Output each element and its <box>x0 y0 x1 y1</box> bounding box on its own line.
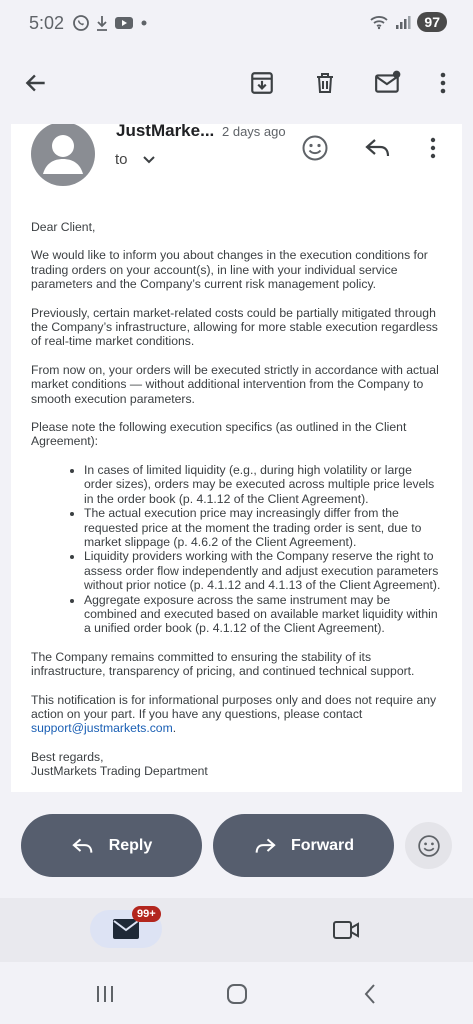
system-navigation <box>0 962 473 1024</box>
reply-icon <box>71 836 95 856</box>
download-icon <box>95 14 109 32</box>
more-vert-icon <box>429 136 437 160</box>
back-button[interactable] <box>18 65 54 101</box>
chevron-left-icon <box>363 983 377 1005</box>
mail-unread-badge: 99+ <box>132 906 161 922</box>
email-message <box>11 124 462 792</box>
recipient-details-toggle[interactable] <box>115 151 156 168</box>
signal-icon <box>395 14 411 30</box>
mark-unread-button[interactable] <box>370 65 406 101</box>
home-button[interactable] <box>222 980 252 1008</box>
greeting: Dear Client, <box>31 220 96 234</box>
react-emoji-button[interactable] <box>405 822 452 869</box>
list-item: • The actual execution price may increasingly differ from the requested price at the moment the trading order is sent, due to market slippage (p. 4.6.2 of the Client Agreement). <box>84 506 441 549</box>
battery-indicator: 97 <box>417 12 447 32</box>
execution-specifics-list <box>31 463 441 636</box>
forward-icon <box>253 836 277 856</box>
paragraph-2: Previously, certain market-related costs could be partially mitigated through the Company’s infrastructure, allowing for more stable execution regardless of real-time market conditions. <box>31 305 438 349</box>
forward-button[interactable] <box>213 814 394 877</box>
smiley-icon <box>301 134 329 162</box>
list-item: • In cases of limited liquidity (e.g., during high volatility or large order sizes), orders may be executed across multiple price levels in the order book (p. 4.1.12 of the Client Agreement). <box>84 463 441 506</box>
notification-icons <box>72 14 149 32</box>
bottom-navigation <box>0 898 473 962</box>
paragraph-5: The Company remains committed to ensuring the stability of its infrastructure, transparency of pricing, and continued technical support. <box>31 649 415 679</box>
paragraph-6-end: . <box>172 721 177 736</box>
system-status <box>369 12 447 32</box>
message-more-button[interactable] <box>417 132 449 164</box>
more-vert-icon <box>439 70 447 96</box>
archive-icon <box>249 70 275 96</box>
archive-button[interactable] <box>244 65 280 101</box>
sender-avatar[interactable] <box>31 124 95 186</box>
reply-icon <box>364 136 392 160</box>
sender-name[interactable]: JustMarke... <box>116 124 215 140</box>
youtube-icon <box>114 15 134 31</box>
video-camera-icon <box>332 919 360 941</box>
status-bar <box>0 0 473 48</box>
dot-icon <box>139 18 149 28</box>
wifi-icon <box>369 14 389 30</box>
email-date: 2 days ago <box>222 124 286 139</box>
to-label: to <box>115 151 128 168</box>
signature <box>31 750 441 779</box>
status-time: 5:02 <box>29 13 65 33</box>
paragraph-6 <box>31 693 441 736</box>
nav-tab-meet[interactable] <box>330 914 362 946</box>
signature-line-2: JustMarkets Trading Department <box>31 764 208 779</box>
mail-unread-icon <box>374 70 402 96</box>
paragraph-6-text: This notification is for informational purposes only and does not require any action on your part. If you have any questions, please contact <box>31 692 437 721</box>
whatsapp-icon <box>72 14 90 32</box>
support-email-link[interactable]: support@justmarkets.com <box>31 721 173 736</box>
reply-label: Reply <box>108 836 153 854</box>
paragraph-4: Please note the following execution specifics (as outlined in the Client Agreement): <box>31 420 407 449</box>
reply-icon-button[interactable] <box>362 132 394 164</box>
reply-actions <box>0 814 473 878</box>
add-reaction-button[interactable] <box>299 132 331 164</box>
more-options-button[interactable] <box>425 65 461 101</box>
paragraph-3: From now on, your orders will be executed strictly in accordance with actual market conditions — without additional intervention from the Company to smooth execution parameters. <box>31 362 439 406</box>
recent-apps-icon <box>94 984 116 1004</box>
smiley-icon <box>417 834 441 858</box>
list-item: • Liquidity providers working with the Company reserve the right to assess order flow independently and adjust execution parameters without prior notice (p. 4.1.12 and 4.1.13 of the Client Agreement). <box>84 549 441 592</box>
system-back-button[interactable] <box>355 980 385 1008</box>
chevron-down-icon <box>142 155 156 165</box>
arrow-back-icon <box>23 70 49 96</box>
recent-apps-button[interactable] <box>90 980 120 1008</box>
home-icon <box>226 983 248 1005</box>
trash-icon <box>313 70 337 96</box>
list-item: • Aggregate exposure across the same instrument may be combined and executed based on available market liquidity within a unified order book (p. 4.1.12 of the Client Agreement). <box>84 593 441 636</box>
email-body <box>31 220 441 779</box>
reply-button[interactable] <box>21 814 202 877</box>
delete-button[interactable] <box>307 65 343 101</box>
forward-label: Forward <box>290 836 355 854</box>
signature-line-1: Best regards, <box>31 749 104 764</box>
email-toolbar <box>0 55 473 111</box>
paragraph-1: We would like to inform you about changes in the execution conditions for trading orders on your account(s), in line with your individual service parameters and the Company’s current risk management policy. <box>31 248 428 292</box>
person-icon <box>31 124 95 186</box>
